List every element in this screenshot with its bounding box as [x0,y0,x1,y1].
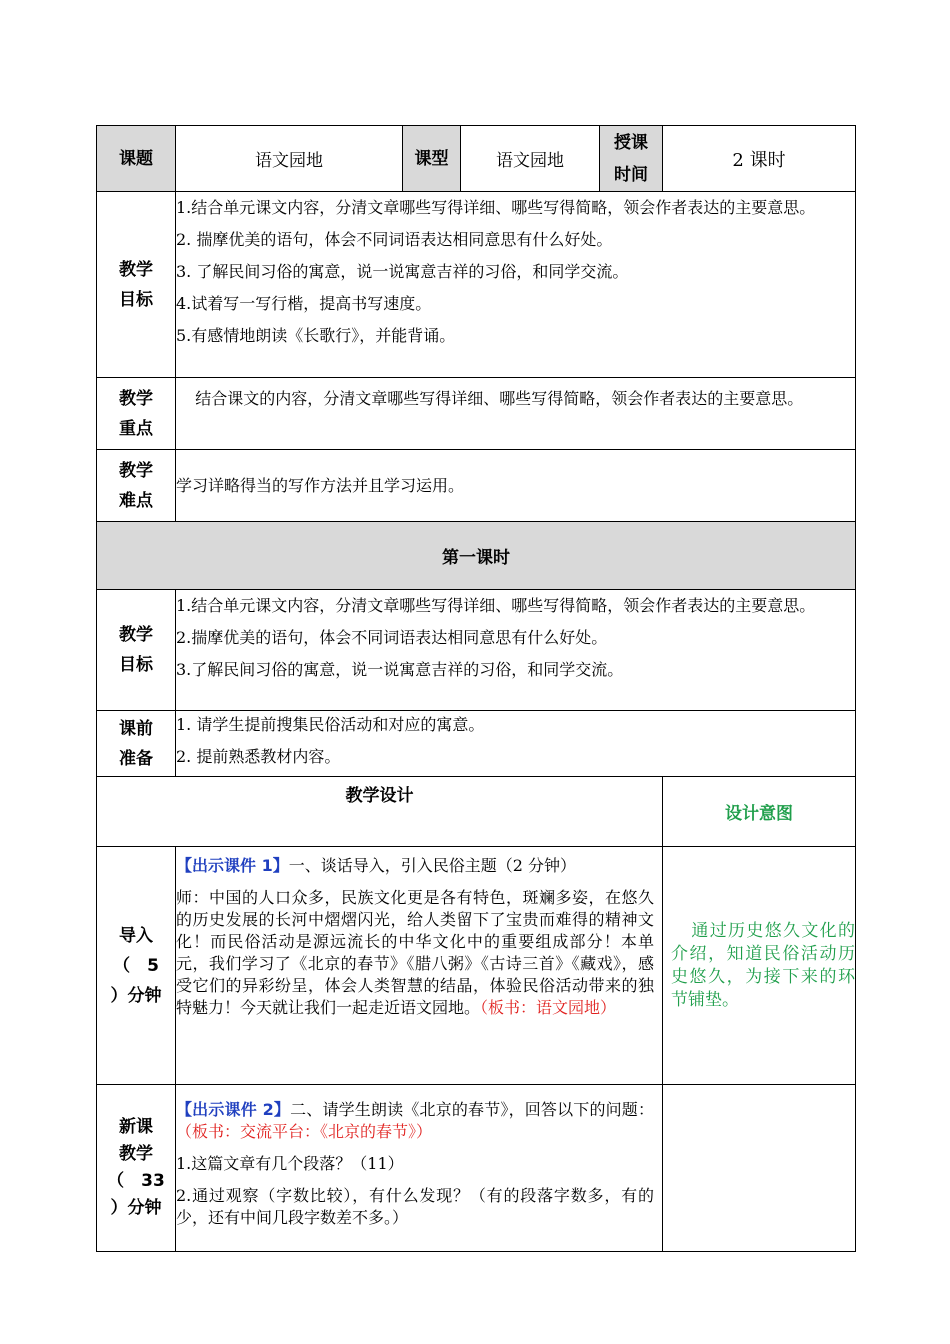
time-label-line-2: 时间 [614,164,648,185]
preparation-row [97,711,856,777]
time-value: 2 课时 [663,126,856,192]
intro-intent-text: 通过历史悠久文化的介绍，知道民俗活动历史悠久，为接下来的环节铺垫。 [671,920,855,1010]
goals-row [97,192,856,378]
preparation-content [176,711,856,777]
goal-item: 3. 了解民间习俗的寓意，说一说寓意吉祥的习俗，和同学交流。 [176,262,629,281]
new-lesson-label-line-1: 新课 [119,1117,153,1137]
section-row [97,522,856,590]
goals-label [97,192,176,378]
new-lesson-tag: 【出示课件 2】 [176,1100,291,1119]
preparation-label [97,711,176,777]
intro-body [176,887,654,1019]
lesson-goals-row [97,590,856,711]
goal-item: 4.试着写一写行楷，提高书写速度。 [176,294,432,313]
intro-label-line-2: （ 5 [113,955,159,976]
key-points-label-line-1: 教学 [119,388,153,409]
lesson-goals-label [97,590,176,711]
goals-content [176,192,856,378]
new-lesson-question: 1.这篇文章有几个段落？（11） [176,1154,404,1173]
difficulties-label-line-1: 教学 [119,460,153,481]
difficulties-text: 学习详略得当的写作方法并且学习运用。 [176,475,465,495]
time-label [600,126,663,192]
goals-label-line-2: 目标 [119,289,153,310]
preparation-item: 2. 提前熟悉教材内容。 [176,747,341,766]
type-label: 课型 [403,126,461,192]
new-lesson-heading [176,1099,654,1143]
time-label-line-1: 授课 [614,132,648,153]
intro-intent [663,847,856,1085]
key-points-content [176,378,856,450]
design-header-row [97,777,856,847]
new-lesson-board: （板书：交流平台：《北京的春节》） [176,1122,433,1141]
lesson-goals-content [176,590,856,711]
new-lesson-label-line-4: ）分钟 [110,1198,162,1218]
intro-body-text: 师：中国的人口众多，民族文化更是各有特色，斑斓多姿，在悠久的历史发展的长河中熠熠闪光，给人类留下了宝贵而难得的精神文化！而民俗活动是源远流长的中华文化中的重要组成部分！本单元，我们学习了《北京的春节》《腊八粥》《古诗三首》《藏戏》，感受它们的异彩纷呈，体会人类智慧的结晶，体验民俗活动带来的独特魅力！今天就让我们一起走近语文园地。 [176,888,654,1017]
intro-board: （板书：语文园地） [480,998,617,1017]
lesson-goal-item: 2.揣摩优美的语句，体会不同词语表达相同意思有什么好处。 [176,628,608,647]
lesson-goal-item: 1.结合单元课文内容，分清文章哪些写得详细、哪些写得简略，领会作者表达的主要意思。 [176,596,816,615]
goal-item: 1.结合单元课文内容，分清文章哪些写得详细、哪些写得简略，领会作者表达的主要意思。 [176,198,816,217]
key-points-label-line-2: 重点 [119,418,153,439]
new-lesson-row [97,1085,856,1252]
new-lesson-question: 2.通过观察（字数比较），有什么发现？（有的段落字数多，有的少，还有中间几段字数差不多。） [176,1186,654,1227]
intro-label-line-3: ）分钟 [110,985,162,1006]
intro-content [176,847,663,1085]
new-lesson-label-line-2: 教学 [119,1144,153,1164]
topic-value: 语文园地 [176,126,403,192]
key-points-text: 结合课文的内容，分清文章哪些写得详细、哪些写得简略，领会作者表达的主要意思。 [195,389,804,408]
lesson-plan-table [96,125,856,1252]
intro-row [97,847,856,1085]
key-points-label [97,378,176,450]
new-lesson-heading-text: 二、请学生朗读《北京的春节》，回答以下的问题： [290,1100,654,1119]
lesson-goal-item: 3.了解民间习俗的寓意，说一说寓意吉祥的习俗，和同学交流。 [176,660,624,679]
difficulties-row [97,450,856,522]
preparation-label-line-2: 准备 [119,748,153,769]
intro-heading [176,855,654,877]
header-row [97,126,856,192]
goal-item: 2. 揣摩优美的语句，体会不同词语表达相同意思有什么好处。 [176,230,613,249]
intro-label [97,847,176,1085]
difficulties-label-line-2: 难点 [119,490,153,511]
new-lesson-label-line-3: （ 33 [107,1171,165,1191]
intro-heading-text: 一、谈话导入，引入民俗主题（2 分钟） [288,856,576,875]
intro-label-line-1: 导入 [119,925,153,946]
type-value: 语文园地 [461,126,600,192]
goals-label-line-1: 教学 [119,259,153,280]
intro-tag: 【出示课件 1】 [176,856,289,875]
topic-label: 课题 [97,126,176,192]
difficulties-label [97,450,176,522]
new-lesson-intent [663,1085,856,1252]
key-points-row [97,378,856,450]
section-title: 第一课时 [97,522,856,590]
design-title: 教学设计 [97,777,663,847]
lesson-goals-label-line-2: 目标 [119,655,153,675]
lesson-goals-label-line-1: 教学 [119,625,153,645]
new-lesson-label [97,1085,176,1252]
goal-item: 5.有感情地朗读《长歌行》，并能背诵。 [176,326,456,345]
difficulties-content [176,450,856,522]
new-lesson-content [176,1085,663,1252]
preparation-item: 1. 请学生提前搜集民俗活动和对应的寓意。 [176,715,485,734]
intent-title: 设计意图 [663,777,856,847]
preparation-label-line-1: 课前 [119,718,153,739]
